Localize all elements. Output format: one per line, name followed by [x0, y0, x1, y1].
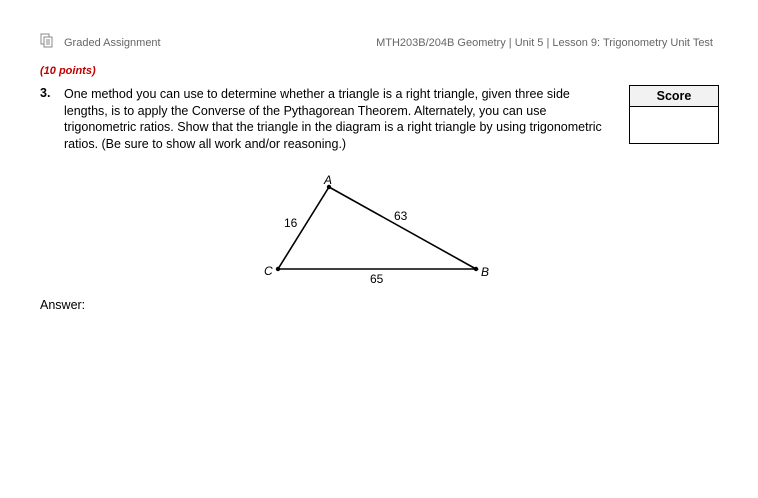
- triangle-shape: [278, 187, 476, 269]
- vertex-b-label: B: [481, 265, 490, 279]
- vertex-c-label: C: [264, 264, 273, 278]
- header-course-info: MTH203B/204B Geometry | Unit 5 | Lesson 9: Trigonometry Unit Test: [376, 37, 713, 49]
- score-box: [629, 85, 719, 144]
- triangle-diagram: [250, 165, 510, 290]
- side-cb-length: 65: [370, 272, 384, 286]
- question-text: One method you can use to determine whether a triangle is a right triangle, given three side lengths, is to apply the Converse of the Pythagorean Theorem. Alternately, you can use trigonometric ratios. Show that the triangle in the diagram is a right triangle by using trigonometric ratios. (Be sure to show all work and/or reasoning.): [64, 87, 602, 151]
- vertex-a-label: A: [324, 173, 333, 187]
- header-assignment-label: Graded Assignment: [64, 37, 161, 49]
- score-label: Score: [630, 86, 718, 107]
- vertex-b-dot: [474, 267, 478, 271]
- document-icon: [40, 33, 54, 48]
- side-ab-length: 63: [394, 209, 408, 223]
- vertex-c-dot: [276, 267, 280, 271]
- question-number: 3.: [40, 86, 51, 100]
- answer-label: Answer:: [40, 298, 86, 312]
- score-value: [630, 107, 718, 143]
- side-ac-length: 16: [284, 216, 298, 230]
- question-points: (10 points): [40, 65, 96, 77]
